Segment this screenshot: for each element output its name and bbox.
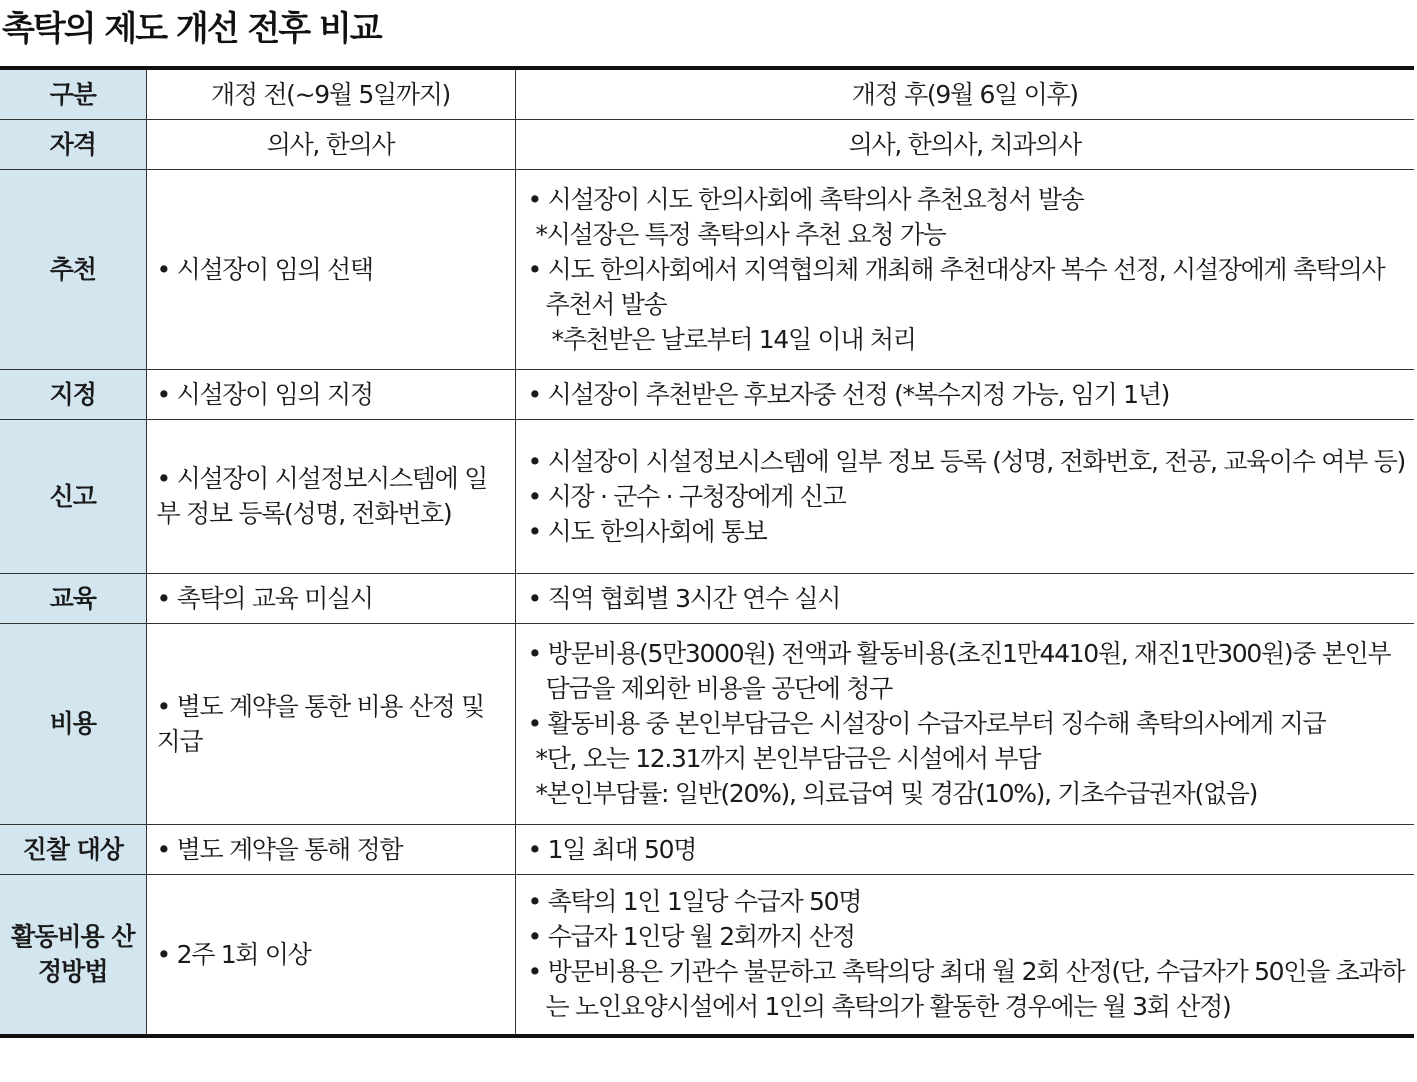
list-item: • 시도 한의사회에서 지역협의체 개최해 추천대상자 복수 선정, 시설장에게 촉탁의사 추천서 발송 bbox=[527, 254, 1385, 319]
page-title: 촉탁의 제도 개선 전후 비교 bbox=[2, 9, 381, 49]
cell-after bbox=[515, 623, 1414, 824]
table-row bbox=[0, 824, 1414, 874]
cell-after: • 시설장이 추천받은 후보자중 선정 (*복수지정 가능, 임기 1년) bbox=[515, 369, 1414, 419]
cell-before: • 별도 계약을 통해 정함 bbox=[146, 824, 515, 874]
cell-before bbox=[146, 169, 515, 369]
note-item: *본인부담률: 일반(20%), 의료급여 및 경감(10%), 기초수급권자(없음) bbox=[535, 779, 1258, 808]
cell-after: • 1일 최대 50명 bbox=[515, 824, 1414, 874]
cell-before: • 별도 계약을 통한 비용 산정 및 지급 bbox=[146, 623, 515, 824]
cell-before: • 시설장이 임의 지정 bbox=[146, 369, 515, 419]
row-label-education: 교육 bbox=[0, 573, 146, 623]
cell-after bbox=[515, 169, 1414, 369]
table-row bbox=[0, 369, 1414, 419]
row-label-cost: 비용 bbox=[0, 623, 146, 824]
row-label-patients: 진찰 대상 bbox=[0, 824, 146, 874]
list-item: • 방문비용(5만3000원) 전액과 활동비용(초진1만4410원, 재진1만300원)중 본인부담금을 제외한 비용을 공단에 청구 bbox=[527, 639, 1391, 703]
header-before: 개정 전(~9월 5일까지) bbox=[146, 68, 515, 119]
cell-before: • 시설장이 시설정보시스템에 일부 정보 등록(성명, 전화번호) bbox=[146, 419, 515, 573]
note-item: *단, 오는 12.31까지 본인부담금은 시설에서 부담 bbox=[535, 744, 1041, 773]
header-category: 구분 bbox=[0, 68, 146, 119]
list-item: • 시설장이 임의 선택 bbox=[156, 254, 373, 284]
cell-after bbox=[515, 419, 1414, 573]
cell-after bbox=[515, 874, 1414, 1036]
table-row bbox=[0, 169, 1414, 369]
note-item: *추천받은 날로부터 14일 이내 처리 bbox=[551, 324, 916, 354]
list-item: • 방문비용은 기관수 불문하고 촉탁의당 최대 월 2회 산정(단, 수급자가 50인을 초과하는 노인요양시설에서 1인의 촉탁의가 활동한 경우에는 월 3회 산정) bbox=[527, 957, 1405, 1022]
row-label-report: 신고 bbox=[0, 419, 146, 573]
header-after: 개정 후(9월 6일 이후) bbox=[515, 68, 1414, 119]
list-item: • 활동비용 중 본인부담금은 시설장이 수급자로부터 징수해 촉탁의사에게 지급 bbox=[527, 709, 1326, 738]
cell-before: • 2주 1회 이상 bbox=[146, 874, 515, 1036]
row-label-qualification: 자격 bbox=[0, 119, 146, 169]
list-item: • 촉탁의 1인 1일당 수급자 50명 bbox=[527, 887, 862, 917]
cell-before: 의사, 한의사 bbox=[146, 119, 515, 169]
table-header-row bbox=[0, 68, 1414, 119]
list-item: • 시설장이 시도 한의사회에 촉탁의사 추천요청서 발송 bbox=[527, 184, 1084, 214]
list-item: • 수급자 1인당 월 2회까지 산정 bbox=[527, 922, 855, 952]
cell-before: • 촉탁의 교육 미실시 bbox=[146, 573, 515, 623]
table-row bbox=[0, 573, 1414, 623]
table-row bbox=[0, 419, 1414, 573]
row-label-activity-cost-method: 활동비용 산정방법 bbox=[0, 874, 146, 1036]
table-row bbox=[0, 623, 1414, 824]
cell-after: • 직역 협회별 3시간 연수 실시 bbox=[515, 573, 1414, 623]
row-label-designation: 지정 bbox=[0, 369, 146, 419]
list-item: • 시도 한의사회에 통보 bbox=[527, 516, 767, 546]
row-label-recommendation: 추천 bbox=[0, 169, 146, 369]
note-item: *시설장은 특정 촉탁의사 추천 요청 가능 bbox=[535, 219, 946, 249]
table-row bbox=[0, 874, 1414, 1036]
cell-after: 의사, 한의사, 치과의사 bbox=[515, 119, 1414, 169]
table-row bbox=[0, 119, 1414, 169]
list-item: • 시장 · 군수 · 구청장에게 신고 bbox=[527, 481, 846, 511]
comparison-table bbox=[0, 66, 1414, 1038]
list-item: • 시설장이 시설정보시스템에 일부 정보 등록 (성명, 전화번호, 전공, 교육이수 여부 등) bbox=[527, 446, 1405, 476]
